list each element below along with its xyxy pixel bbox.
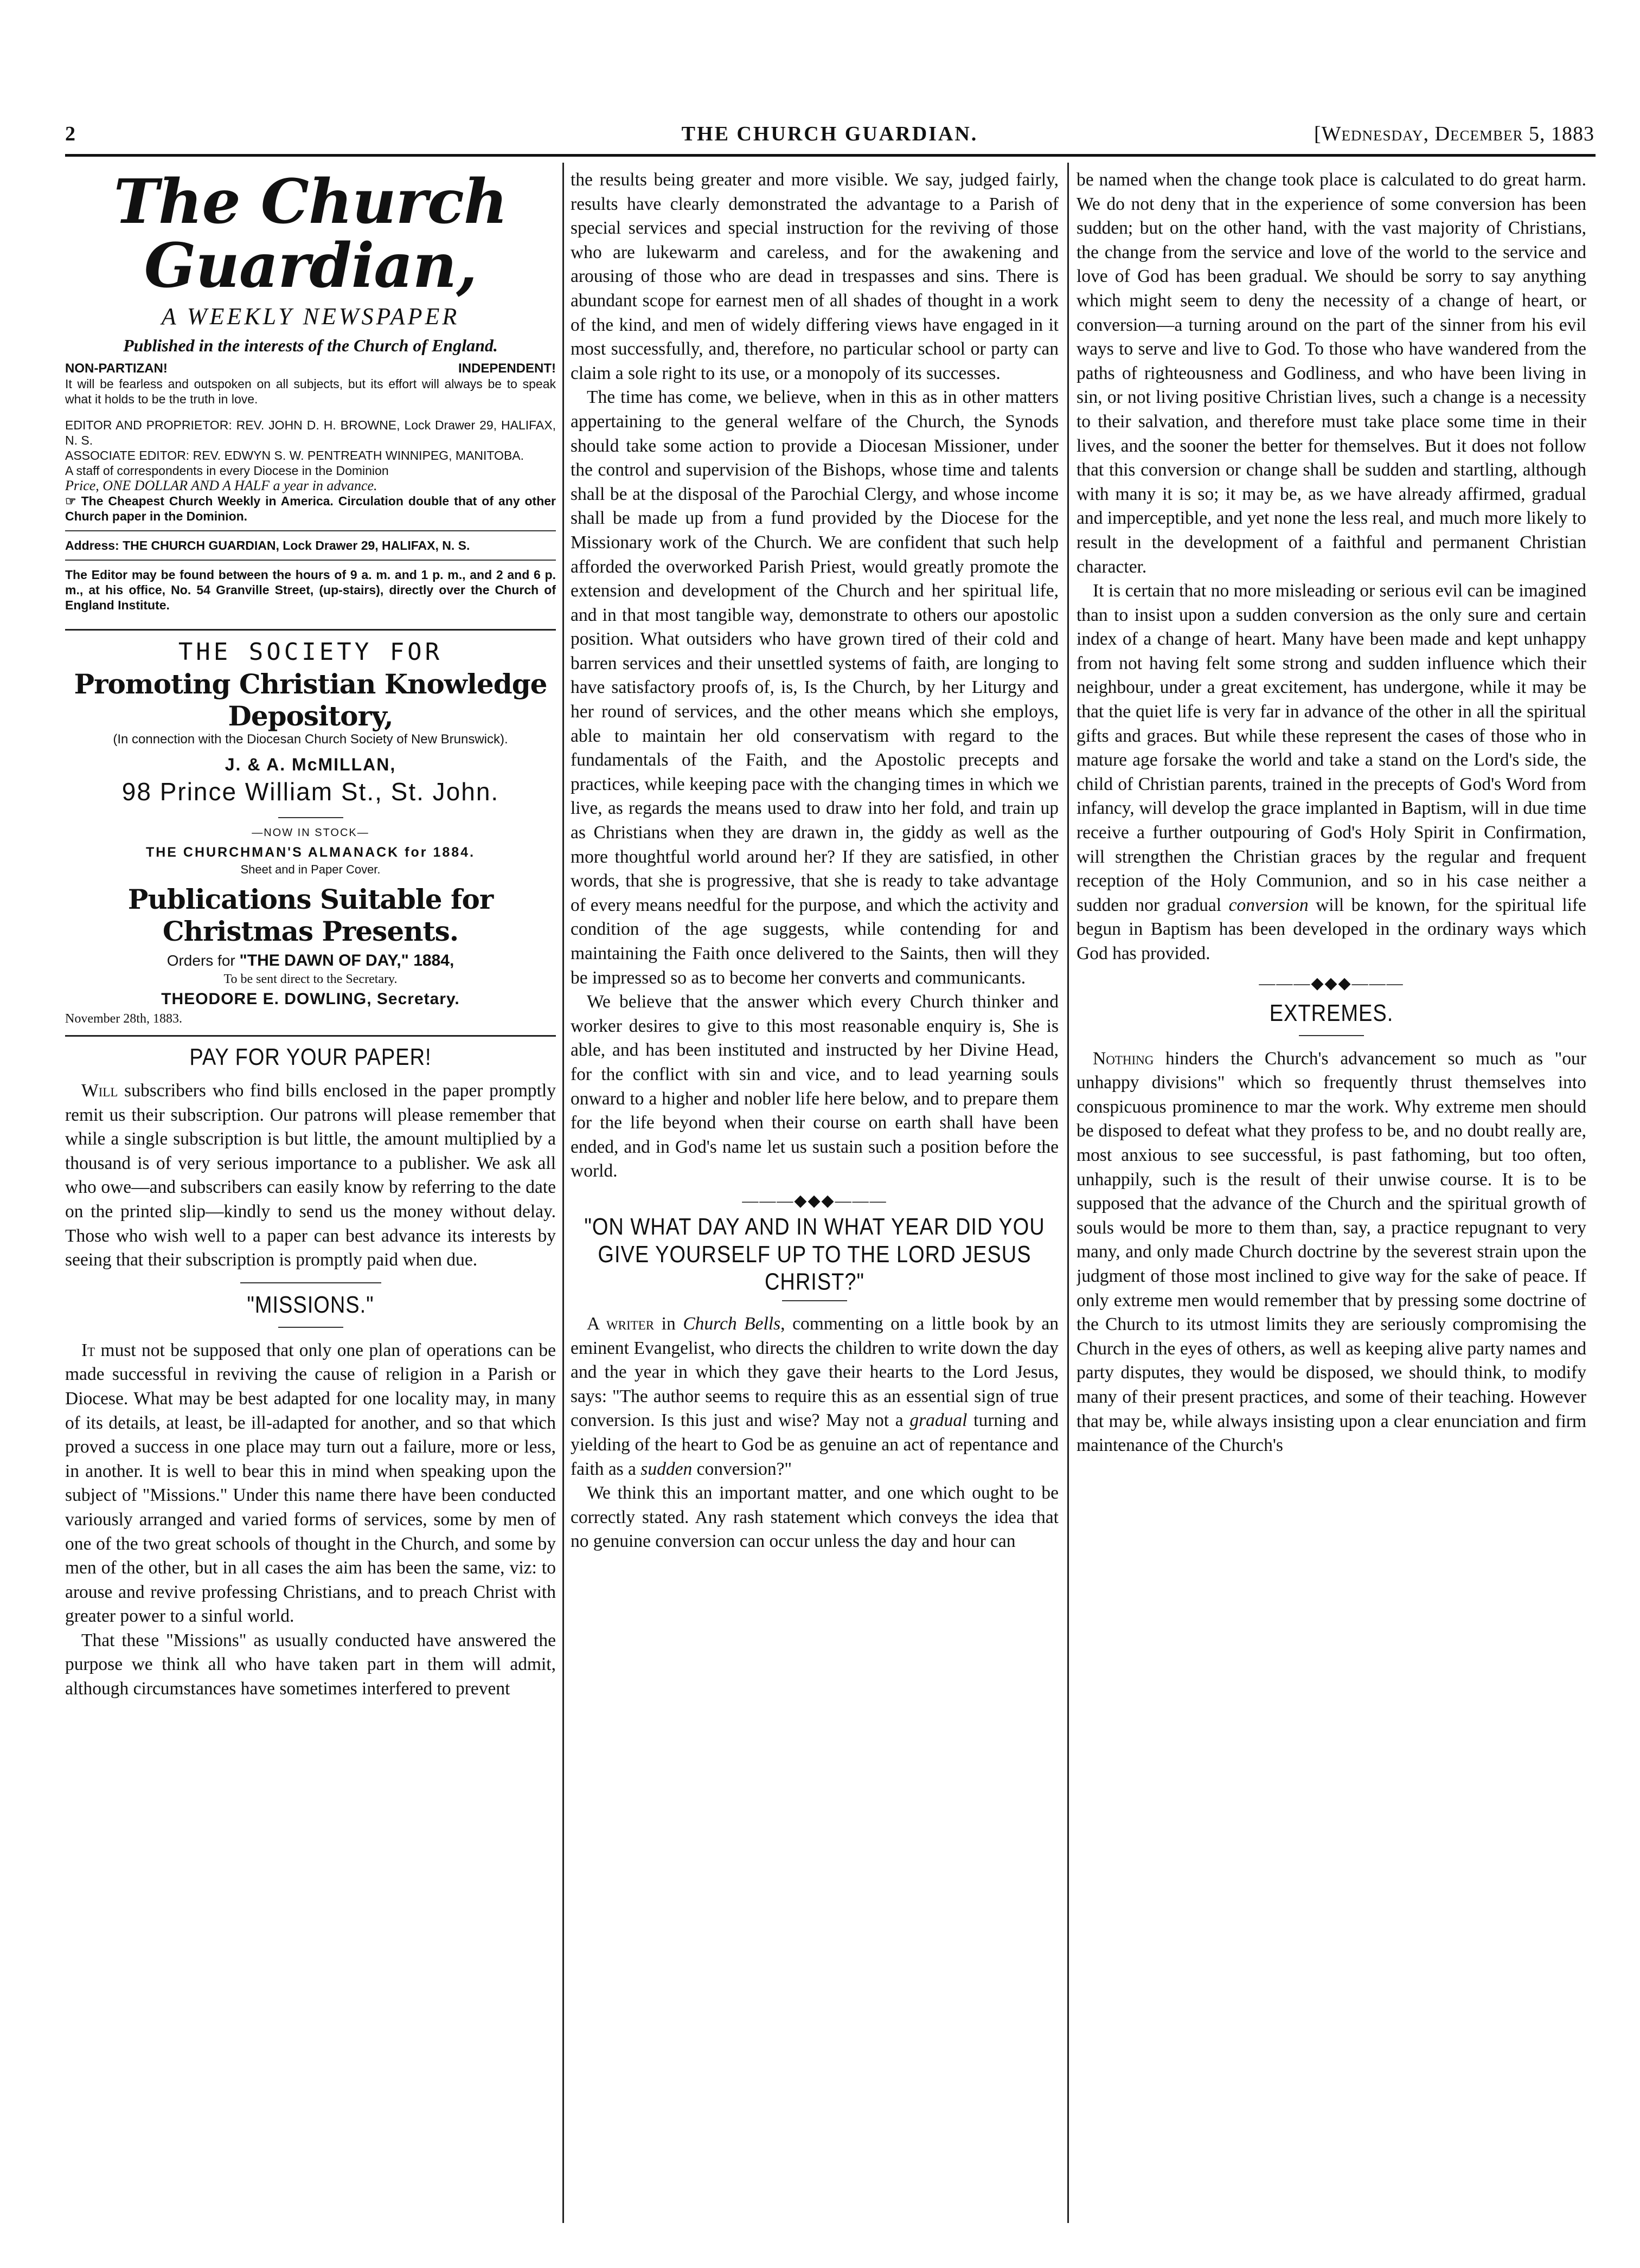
cheapest-line: ☞ The Cheapest Church Weekly in America. Circulation double that of any other Church paper in the Dominion. [65, 494, 556, 523]
address-line: Address: THE CHURCH GUARDIAN, Lock Drawer 29, HALIFAX, N. S. [65, 538, 470, 552]
almanack-line: THE CHURCHMAN'S ALMANACK for 1884. [145, 845, 476, 860]
what-day-p1: A writer in Church Bells, commenting on a little book by an eminent Evangelist, who directs the children to write down the day and the year in which they gave their hearts to the Lord Jesus, says: "The author seems to require this as an essential sign of true conversion. Is this just and wise? May not a gradual turning and yielding of the heart to God be as genuine an act of repentance and faith as a sudden conversion?" [571, 1313, 1059, 1479]
masthead-motto: It will be fearless and outspoken on all subjects, but its effort will always be to speak what it holds to be the truth in love. [65, 377, 556, 406]
missions-p3: the results being greater and more visible. We say, judged fairly, results have clearly demonstrated the advantage to a Parish of special services and special instruction for the reviving of those who are lukewarm and careless, and for the awakening and arousing of those who are dead in trespasses and sins. There is abundant scope for earnest men of all shades of thought in a work of the kind, and men of widely differing views have engaged in it most successfully, and, therefore, no particular school or party can claim a sole right to its use, or a monopoly of its successes. [571, 170, 1059, 383]
masthead-published-for: Published in the interests of the Church of England. [123, 336, 498, 355]
extremes-p1: Nothing hinders the Church's advancement so much as "our unhappy divisions" which so frequently thrust themselves into conspicuous prominence to mar the work. Why extreme men should be disposed to defeat what they profess to be, and no doubt really are, most anxious to see successful, is past fathoming, but too often, unhappily, such is the result of their unwise course. It is to be supposed that the advance of the Church and the spiritual growth of souls would be more to them than, say, a practice repugnant to very many, and only made Church doctrine by the severest strain upon the judgment of those most inclined to give way for the sake of peace. If only extreme men would remember that by pressing some doctrine of the Church to its utmost limits they are seriously compromising the Church in the eyes of others, as well as keeping alive party names and party disputes, they would be disposed, we should think, to modify many of their present practices, and some of their teaching. However that may be, while always insisting upon a clear enunciation and firm maintenance of the Church's [1077, 1048, 1586, 1456]
almanack-sub: Sheet and in Paper Cover. [240, 863, 381, 876]
divider-ornament-2: ———◆◆◆——— [1259, 974, 1404, 992]
missions-p4: The time has come, we believe, when in this as in other matters appertaining to the general welfare of the Church, the Synods should take some action to provide a Diocesan Missioner, under the control and supervision of the Bishops, whose time and talents shall be at the disposal of the Parochial Clergy, and whose income shall be made up from a fund provided by the Diocese for the Missionary work of the Church. We are confident that such help afforded the overworked Parish Priest, would greatly promote the extension and development of the Church and her spiritual life, and in that most tangible way, demonstrate to others our apostolic position. What outsiders who have grown tired of their cold and barren services and their unsettled systems of faith, are longing to have satisfactory proofs of, is, Is the Church, by her Liturgy and her round of services, and the other means which she employs, able to maintain her old conservatism with regard to the fundamentals of the Faith, and the Apostolic precepts and practices, while keeping pace with the changing times in which we live, as regards the means used to draw into her fold, and train up as Christians when they are drawn in, the giddy as well as the more thoughtful world around her? If they are satisfied, in other words, that she is progressive, that she is ready to take advantage of every means needful for the purpose, and which the activity and condition of the age suggests, while contending for and maintaining the Faith once delivered to the Saints, then will they be impressed so as to become her converts and communicants. [571, 387, 1059, 988]
pay-for-paper-body: Will subscribers who find bills enclosed in the paper promptly remit us their subscription. Our patrons will please remember that while a single subscription is but little, the amount multiplied by a thousand is of very serious importance to a publisher. We ask all who owe—and subscribers can easily know by referring to the date on the printed slip—kindly to send us the money without delay. Those who wish well to a paper can best advance its interests by seeing that their subscription is promptly paid when due. [65, 1081, 556, 1270]
orders-title: "THE DAWN OF DAY," 1884, [239, 952, 454, 969]
column-rule-1 [562, 163, 564, 2223]
price-line: Price, ONE DOLLAR AND A HALF a year in advance. [65, 478, 377, 493]
society-name: Promoting Christian Knowledge Depository, [74, 668, 547, 732]
paper-title: THE CHURCH GUARDIAN. [681, 123, 978, 145]
office-hours: The Editor may be found between the hours of 9 a. m. and 1 p. m., and 2 and 6 p. m., at his office, No. 54 Granville Street, (up-stairs), directly over the Church of England Institute. [65, 568, 556, 612]
society-proprietors: J. & A. McMILLAN, [225, 755, 396, 774]
editor-line: EDITOR AND PROPRIETOR: REV. JOHN D. H. BROWNE, Lock Drawer 29, HALIFAX, N. S. [65, 418, 556, 447]
column-1 [65, 168, 556, 2223]
masthead-title: The Church Guardian, [113, 168, 508, 301]
non-partizan-line [65, 361, 556, 376]
masthead-subtitle: A WEEKLY NEWSPAPER [161, 303, 460, 330]
publications-title: Publications Suitable for Christmas Presents. [127, 883, 494, 947]
divider-ornament: ———◆◆◆——— [742, 1191, 887, 1210]
missions-p5: We believe that the answer which every Church thinker and worker desires to give to this most reasonable enquiry is, She is able, and has been instituted and instructed by her Divine Head, for the conflict with sin and vice, and to lead yearning souls onward to a higher and nobler life here below, and to prepare them for the life beyond when their course on earth shall have been ended, and in God's name let us sustain such a position before the world. [571, 992, 1059, 1181]
column-3 [1077, 168, 1586, 2223]
orders-line [65, 952, 556, 970]
society-heading: THE SOCIETY FOR [178, 638, 443, 666]
missions-p2: That these "Missions" as usually conducted have answered the purpose we think all who have taken part in them will admit, although circumstances have sometimes interfered to prevent [65, 1630, 556, 1699]
missions-p1: It must not be supposed that only one plan of operations can be made successful in reviving the cause of religion in a Parish or Diocese. What may be best adapted for one locality may, in many of its details, at least, be ill-adapted for another, and so that which proved a success in one place may turn out a failure, more or less, in another. It is well to bear this in mind when speaking upon the subject of "Missions." Under this name there have been conducted variously arranged and varied forms of services, some by men of one of the two great schools of thought in the Church, and some by men of the other, but in all cases the aim has been the same, viz: to arouse and revive professing Christians, and to preach Christ with greater power to a sinful world. [65, 1340, 556, 1627]
missions-heading: "MISSIONS." [247, 1292, 374, 1318]
in-stock-line: —NOW IN STOCK— [252, 827, 369, 839]
running-head [65, 122, 1594, 155]
what-day-p4: It is certain that no more misleading or serious evil can be imagined than to insist upon a sudden conversion as the only sure and certain index of a change of heart. Many have been made and kept unhappy from not having felt some strong and sudden influence which their neighbour, under a great excitement, has undergone, while it may be that the quiet life is very far in advance of the other in all the spiritual gifts and graces. But while these represent the cases of those who in mature age forsake the world and take a stand on the Lord's side, the child of Christian parents, trained in the precepts of God's Word from infancy, will develop the grace implanted in Baptism, will in due time receive a further outpouring of God's Holy Spirit in Confirmation, will strengthen the Christian graces by the regular and frequent reception of the Holy Communion, and so in his case neither a sudden nor gradual conversion will be known, for the spiritual life begun in Baptism has been developed in the ordinary ways which God has provided. [1077, 581, 1586, 963]
what-day-heading: "ON WHAT DAY AND IN WHAT YEAR DID YOU GIVE YOURSELF UP TO THE LORD JESUS CHRIST?" [584, 1214, 1045, 1295]
society-connection: (In connection with the Diocesan Church Society of New Brunswick). [113, 732, 508, 747]
page-number: 2 [65, 123, 76, 145]
send-to-line: To be sent direct to the Secretary. [223, 972, 398, 986]
issue-date: [Wednesday, December 5, 1883 [1314, 123, 1594, 145]
what-day-p3: be named when the change took place is calculated to do great harm. We do not deny that in the experience of some conversion has been sudden; but on the other hand, with the vast majority of Christians, the change from the service and love of the world to the service and love of God has been gradual. We should be sorry to say anything which might seem to deny the necessity of a change of heart, or conversion—a turning around on the part of the sinner from his evil ways to serve and live to God. To those who have wandered from the paths of righteousness and Godliness, and who have been living in sin, or not living positive Christian lives, such a change is a necessity to their salvation, and therefore must take place some time in their lives, and the sooner the better for themselves. But it does not follow that this conversion or change shall be sudden and startling, although with many it is so; it may be, as we have already affirmed, gradual and imperceptible, and yet none the less real, and much more likely to result in the development of a faithful and permanent Christian character. [1077, 170, 1586, 577]
column-rule-2 [1067, 163, 1069, 2223]
society-address: 98 Prince William St., St. John. [121, 778, 499, 806]
associate-editor-line: ASSOCIATE EDITOR: REV. EDWYN S. W. PENTREATH WINNIPEG, MANITOBA. [65, 448, 524, 462]
extremes-heading: EXTREMES. [1269, 1000, 1394, 1026]
column-2 [571, 168, 1059, 2223]
secretary-line: THEODORE E. DOWLING, Secretary. [161, 990, 460, 1008]
header-rule [65, 154, 1596, 157]
what-day-p2: We think this an important matter, and one which ought to be correctly stated. Any rash statement which conveys the idea that no genuine conversion can occur unless the day and hour can [571, 1483, 1059, 1552]
orders-prefix: Orders for [166, 952, 235, 969]
pay-for-paper-heading: PAY FOR YOUR PAPER! [189, 1044, 432, 1071]
society-date: November 28th, 1883. [65, 1012, 182, 1026]
independent-label: INDEPENDENT! [458, 361, 556, 376]
staff-line: A staff of correspondents in every Diocese in the Dominion [65, 464, 389, 478]
non-partizan-label: NON-PARTIZAN! [65, 361, 168, 376]
